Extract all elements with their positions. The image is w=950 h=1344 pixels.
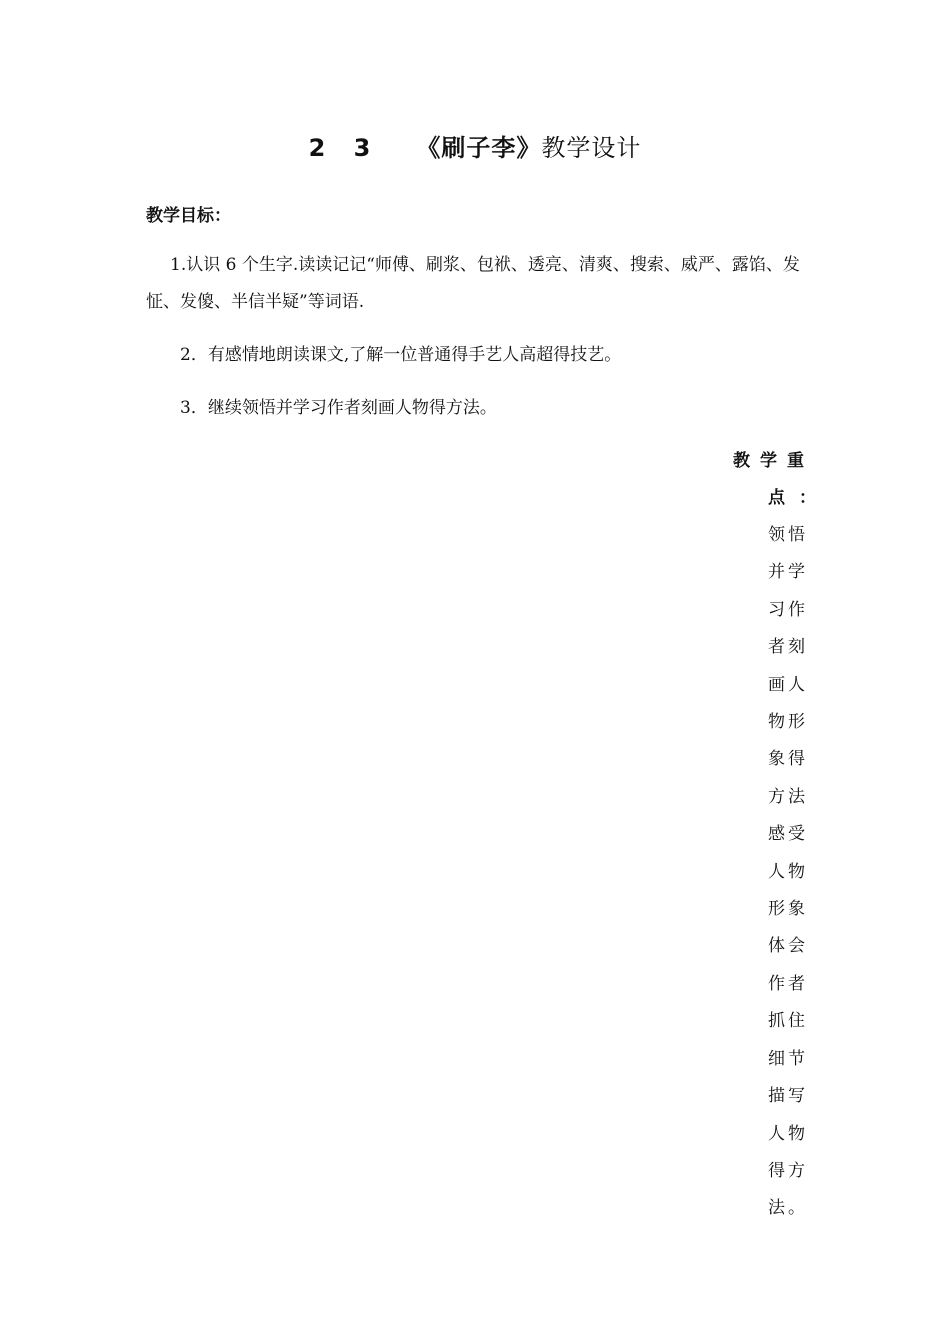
objective-item-2: 2．有感情地朗读课文,了解一位普通得手艺人高超得技艺。 (180, 345, 622, 365)
title-suffix: 教学设计 (541, 134, 642, 162)
objective-item-1 (146, 247, 806, 321)
key-points-text: 领悟并学习作者刻画人物形象得方法感受人物形象体会作者抓住细节描写人物得方法。 (768, 525, 808, 1219)
key-points-heading (733, 443, 830, 517)
title-number: 2 3 (308, 134, 381, 162)
key-points-heading-line1: 教学重 (733, 451, 814, 471)
objectives-heading: 教学目标： (146, 206, 231, 226)
key-points-heading-line2: 点： (768, 488, 830, 508)
title-book-name: 《刷子李》 (416, 134, 542, 162)
document-title (0, 128, 950, 168)
objective-item-1-text: 1.认识 6 个生字.读读记记“师傅、刷浆、包袱、透亮、清爽、搜索、威严、露馅、发怔、发傻、半信半疑”等词语. (146, 255, 800, 312)
objective-item-3: 3．继续领悟并学习作者刻画人物得方法。 (180, 398, 497, 418)
